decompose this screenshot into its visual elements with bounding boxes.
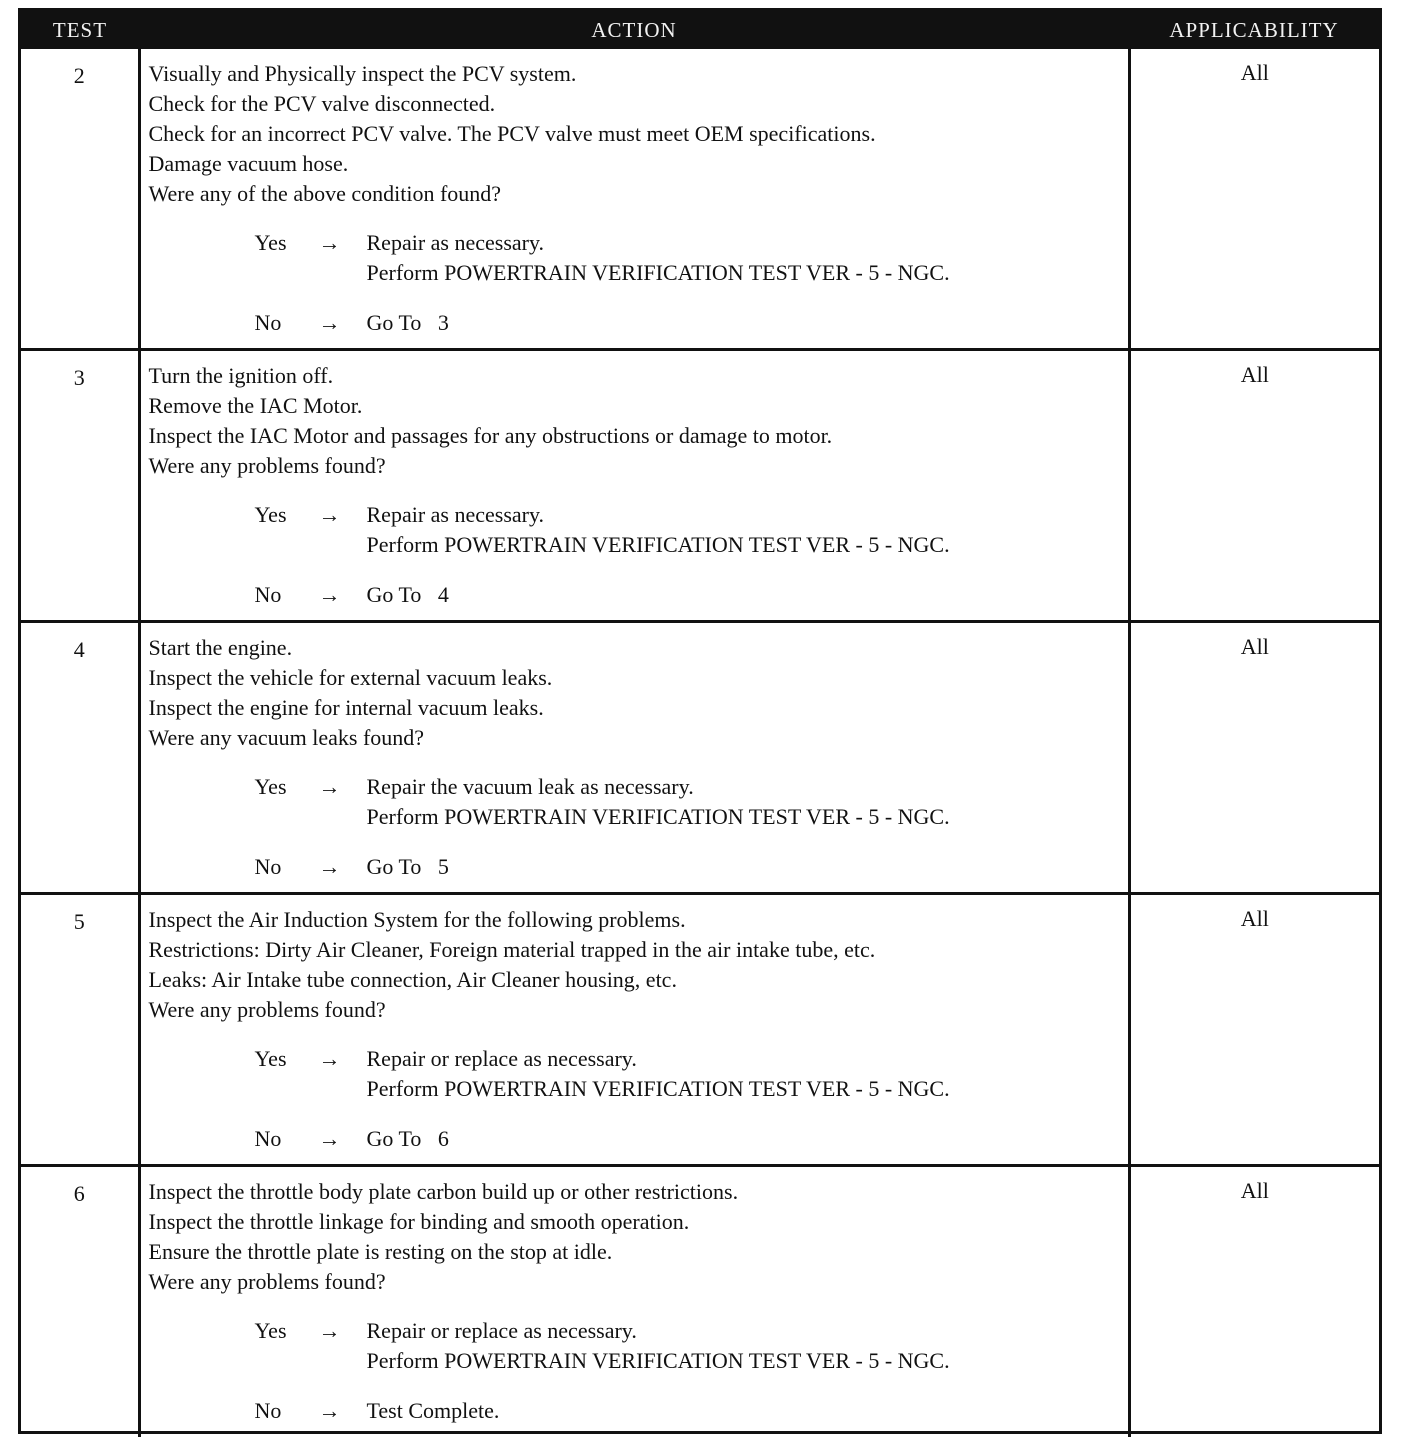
diagnostic-table [21,11,1379,1437]
action-line: Check for an incorrect PCV valve. The PCV valve must meet OEM specifications. [148,121,876,146]
no-answer [255,852,1120,882]
answer-block [149,1316,1120,1426]
action-line: Inspect the vehicle for external vacuum leaks. [148,665,553,690]
yes-answer [255,772,1120,832]
yes-label: Yes [254,502,287,527]
action-line: Inspect the engine for internal vacuum leaks. [148,695,544,720]
yes-result-line: Perform POWERTRAIN VERIFICATION TEST VER - 5 - NGC. [366,1348,950,1373]
diagnostic-table-frame [18,8,1382,1434]
action-line: Were any vacuum leaks found? [148,725,425,750]
right-arrow-icon: → [318,1126,341,1151]
action-line: Visually and Physically inspect the PCV system. [148,61,577,86]
answer-block [149,228,1120,338]
answer-block [149,500,1120,610]
yes-answer [255,228,1120,288]
action-line: Inspect the throttle linkage for binding and smooth operation. [148,1209,690,1234]
no-result [367,1396,1120,1426]
no-result [367,580,1120,610]
action-line: Turn the ignition off. [148,363,334,388]
table-row [21,622,1379,894]
yes-label: Yes [254,774,287,799]
no-result-line: Go To 3 [366,310,449,335]
test-number: 6 [21,1166,139,1437]
action-cell [139,49,1129,350]
applicability-value: All [1129,894,1379,1166]
answer-block [149,772,1120,882]
action-line: Inspect the IAC Motor and passages for any obstructions or damage to motor. [148,423,833,448]
no-label: No [254,310,282,335]
action-line: Were any problems found? [148,1269,386,1294]
table-row [21,49,1379,350]
right-arrow-icon: → [318,854,341,879]
action-line: Were any of the above condition found? [148,181,502,206]
yes-result-line: Perform POWERTRAIN VERIFICATION TEST VER - 5 - NGC. [366,532,950,557]
header-row [21,11,1379,49]
yes-result-line: Repair the vacuum leak as necessary. [366,774,694,799]
right-arrow-icon: → [318,774,341,799]
header-test: TEST [21,11,139,49]
yes-result [367,228,1120,288]
action-line: Restrictions: Dirty Air Cleaner, Foreign material trapped in the air intake tube, etc. [148,937,876,962]
yes-answer [255,1316,1120,1376]
no-result-line: Go To 4 [366,582,449,607]
action-cell [139,894,1129,1166]
yes-result [367,500,1120,560]
action-line: Damage vacuum hose. [148,151,349,176]
no-label: No [254,854,282,879]
test-number: 3 [21,350,139,622]
no-answer [255,1124,1120,1154]
action-cell [139,350,1129,622]
action-line: Check for the PCV valve disconnected. [148,91,496,116]
answer-block [149,1044,1120,1154]
header-action: ACTION [139,11,1129,49]
test-number: 4 [21,622,139,894]
table-row [21,894,1379,1166]
action-line: Were any problems found? [148,453,386,478]
yes-result-line: Perform POWERTRAIN VERIFICATION TEST VER - 5 - NGC. [366,804,950,829]
yes-answer [255,500,1120,560]
no-result [367,1124,1120,1154]
right-arrow-icon: → [318,502,341,527]
table-row [21,350,1379,622]
action-line: Were any problems found? [148,997,386,1022]
right-arrow-icon: → [318,310,341,335]
no-label: No [254,1126,282,1151]
yes-result-line: Perform POWERTRAIN VERIFICATION TEST VER - 5 - NGC. [366,1076,950,1101]
yes-result-line: Repair as necessary. [366,230,545,255]
action-line: Inspect the throttle body plate carbon build up or other restrictions. [148,1179,739,1204]
no-label: No [254,582,282,607]
applicability-value: All [1129,1166,1379,1437]
yes-result-line: Perform POWERTRAIN VERIFICATION TEST VER - 5 - NGC. [366,260,950,285]
right-arrow-icon: → [318,1318,341,1343]
yes-label: Yes [254,1046,287,1071]
applicability-value: All [1129,622,1379,894]
no-result-line: Go To 5 [366,854,449,879]
no-answer [255,308,1120,338]
yes-result [367,1044,1120,1104]
table-row [21,1166,1379,1437]
yes-result-line: Repair or replace as necessary. [366,1046,637,1071]
no-result [367,852,1120,882]
no-answer [255,1396,1120,1426]
no-label: No [254,1398,282,1423]
action-line: Remove the IAC Motor. [148,393,363,418]
applicability-value: All [1129,49,1379,350]
action-line: Ensure the throttle plate is resting on the stop at idle. [148,1239,613,1264]
right-arrow-icon: → [318,1398,341,1423]
action-cell [139,622,1129,894]
yes-result [367,1316,1120,1376]
yes-result-line: Repair or replace as necessary. [366,1318,637,1343]
yes-answer [255,1044,1120,1104]
action-line: Leaks: Air Intake tube connection, Air Cleaner housing, etc. [148,967,677,992]
no-result [367,308,1120,338]
test-number: 2 [21,49,139,350]
test-number: 5 [21,894,139,1166]
header-applicability: APPLICABILITY [1129,11,1379,49]
no-result-line: Go To 6 [366,1126,449,1151]
yes-label: Yes [254,230,287,255]
action-line: Start the engine. [148,635,293,660]
no-result-line: Test Complete. [366,1398,500,1423]
action-cell [139,1166,1129,1437]
right-arrow-icon: → [318,582,341,607]
yes-label: Yes [254,1318,287,1343]
yes-result-line: Repair as necessary. [366,502,545,527]
action-line: Inspect the Air Induction System for the following problems. [148,907,686,932]
no-answer [255,580,1120,610]
applicability-value: All [1129,350,1379,622]
right-arrow-icon: → [318,1046,341,1071]
right-arrow-icon: → [318,230,341,255]
yes-result [367,772,1120,832]
